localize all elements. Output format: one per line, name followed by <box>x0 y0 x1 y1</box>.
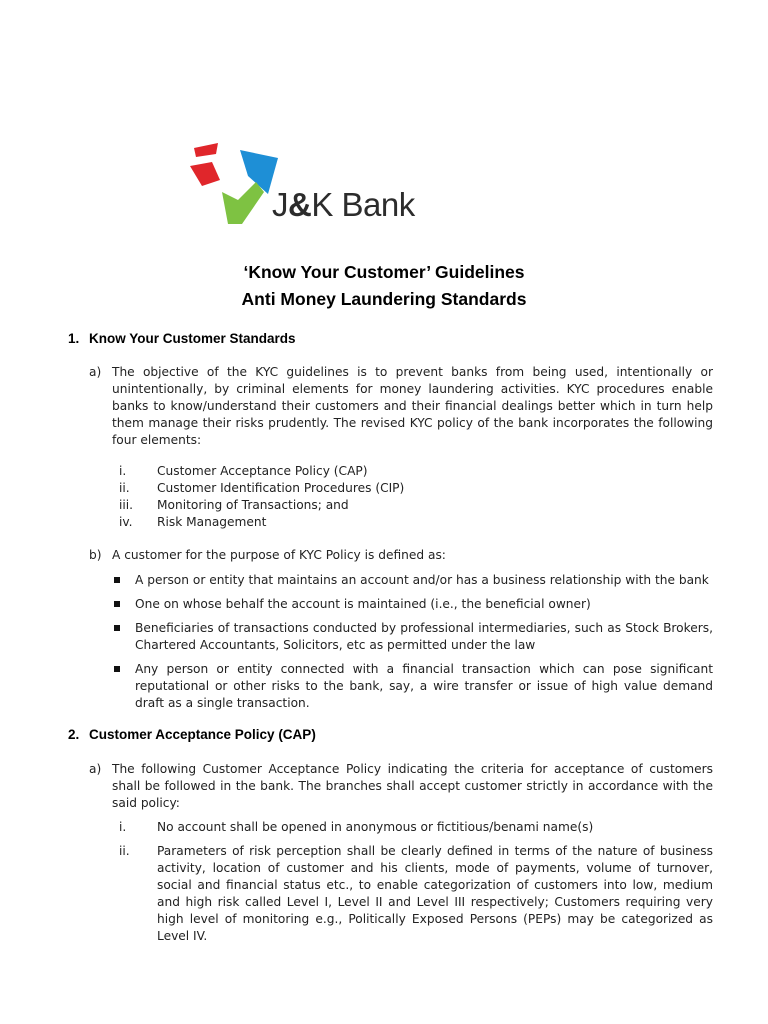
bank-logo-wordmark: J&K Bank <box>272 186 415 223</box>
customer-definition-intro: A customer for the purpose of KYC Policy is defined as: <box>112 548 446 562</box>
document-subtitle: Anti Money Laundering Standards <box>241 289 527 309</box>
section-heading-text: Know Your Customer Standards <box>89 331 296 346</box>
list-item: Monitoring of Transactions; and <box>157 498 349 512</box>
list-number: i. <box>119 464 127 478</box>
bank-logo-icon <box>190 140 280 230</box>
list-number: ii. <box>119 844 130 858</box>
list-number: i. <box>119 820 127 834</box>
list-item: Customer Identification Procedures (CIP) <box>157 481 405 495</box>
bullet-icon <box>114 577 120 583</box>
section-number: 2. <box>68 727 80 742</box>
bullet-icon <box>114 625 120 631</box>
bullet-item: A person or entity that maintains an account and/or has a business relationship with the bank <box>135 573 709 587</box>
section-heading-2 <box>68 727 316 742</box>
section-number: 1. <box>68 331 80 346</box>
section-heading-1 <box>68 331 296 346</box>
list-item: Parameters of risk perception shall be clearly defined in terms of the nature of business activity, location of customer and his clients, mode of payments, volume of turnover, social and financial status etc., to enable categorization of customers into low, medium and high risk called Level I, Level II and Level III respectively; Customers requiring very high level of monitoring e.g., Politically Exposed Persons (PEPs) may be categorized as Level IV. <box>157 844 713 943</box>
list-item: No account shall be opened in anonymous or fictitious/benami name(s) <box>157 820 594 834</box>
list-number: iii. <box>119 498 134 512</box>
bullet-item: Beneficiaries of transactions conducted by professional intermediaries, such as Stock Brokers, Chartered Accountants, Solicitors, etc as permitted under the law <box>135 621 713 652</box>
bullet-item: Any person or entity connected with a financial transaction which can pose significant reputational or other risks to the bank, say, a wire transfer or issue of high value demand draft as a single transaction. <box>135 662 713 710</box>
item-marker-a: a) <box>89 365 102 379</box>
item-marker-a: a) <box>89 762 102 776</box>
cap-intro-paragraph: The following Customer Acceptance Policy indicating the criteria for acceptance of customers shall be followed in the bank. The branches shall accept customer strictly in accordance with the said policy: <box>112 762 713 810</box>
list-item: Customer Acceptance Policy (CAP) <box>157 464 368 478</box>
bullet-item: One on whose behalf the account is maintained (i.e., the beneficial owner) <box>135 597 591 611</box>
list-number: ii. <box>119 481 130 495</box>
bullet-icon <box>114 666 120 672</box>
list-item: Risk Management <box>157 515 267 529</box>
section-heading-text: Customer Acceptance Policy (CAP) <box>89 727 316 742</box>
kyc-objective-paragraph: The objective of the KYC guidelines is to prevent banks from being used, intentionally or unintentionally, by criminal elements for money laundering activities. KYC procedures enable banks to know/understand their customers and their financial dealings better which in turn help them manage their risks prudently. The revised KYC policy of the bank incorporates the following four elements: <box>112 365 713 447</box>
list-number: iv. <box>119 515 133 529</box>
item-marker-b: b) <box>89 548 102 562</box>
bank-logo <box>190 140 440 230</box>
bullet-icon <box>114 601 120 607</box>
document-title: ‘Know Your Customer’ Guidelines <box>243 262 525 282</box>
